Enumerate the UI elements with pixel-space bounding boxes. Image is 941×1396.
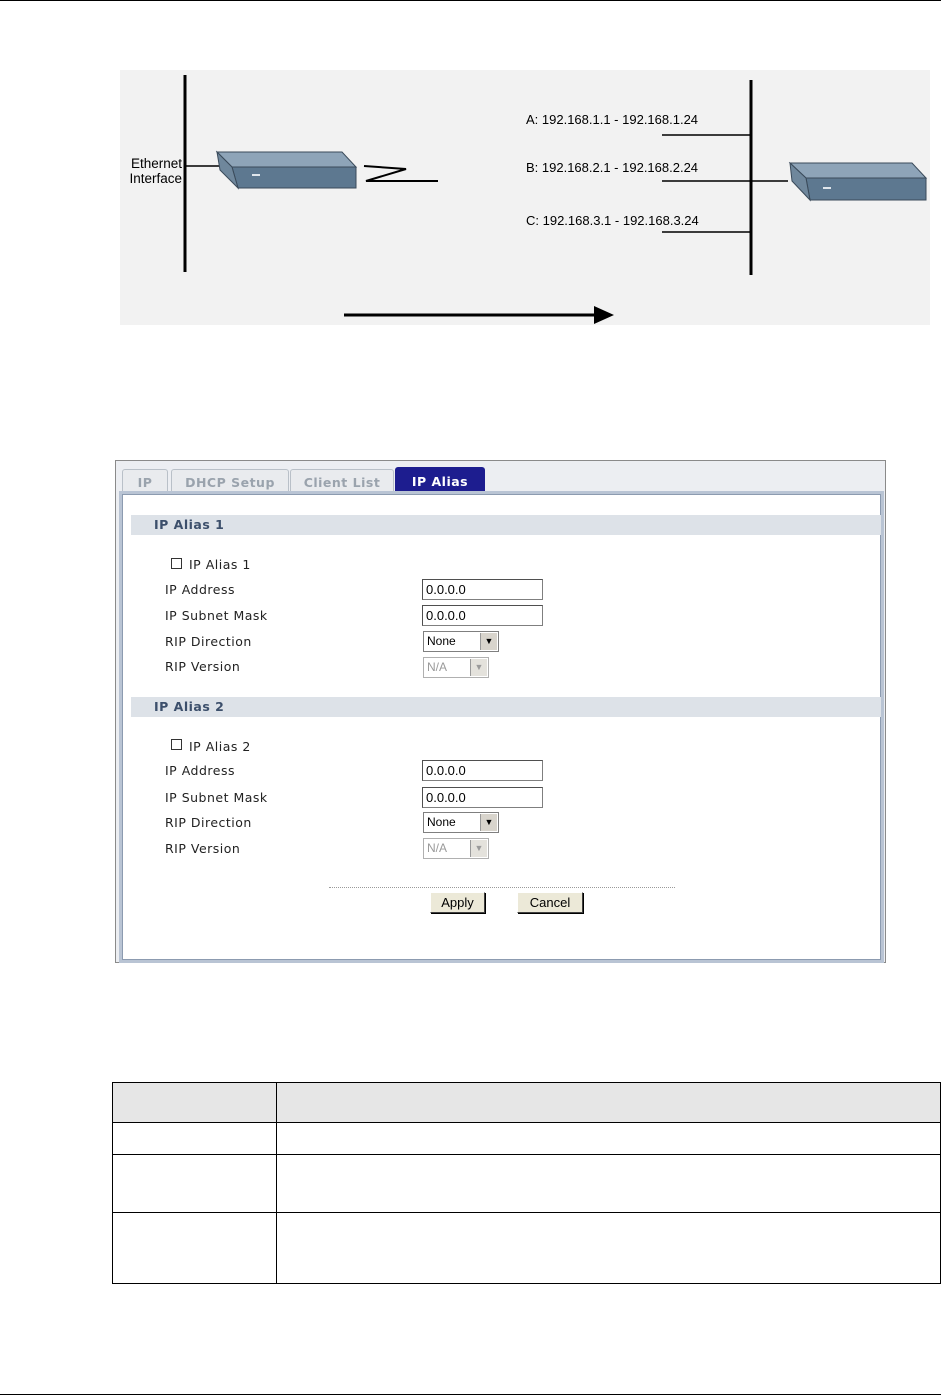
ip-alias-1-ip-address-label: IP Address — [165, 582, 235, 597]
ip-alias-1-rip-direction-label: RIP Direction — [165, 634, 252, 649]
table-cell — [276, 1123, 940, 1155]
table-header-cell — [113, 1083, 277, 1123]
subnet-c-label: C: 192.168.3.1 - 192.168.3.24 — [526, 213, 699, 228]
ip-alias-2-ip-address-label: IP Address — [165, 763, 235, 778]
ip-alias-screen — [115, 460, 886, 963]
tab-dhcp-setup[interactable]: DHCP Setup — [171, 469, 289, 495]
tab-ip[interactable]: IP — [122, 469, 168, 495]
ip-alias-1-rip-direction-select[interactable]: None ▼ — [423, 631, 499, 652]
ethernet-interface-label: Ethernet Interface — [129, 156, 182, 186]
table-cell — [113, 1123, 277, 1155]
page-bottom-rule — [0, 1394, 941, 1395]
ip-alias-2-subnet-mask-input[interactable]: 0.0.0.0 — [422, 787, 543, 808]
right-router-icon — [790, 163, 926, 200]
chevron-down-icon: ▼ — [480, 814, 497, 831]
table-row — [113, 1155, 941, 1213]
chevron-down-icon: ▼ — [470, 659, 487, 676]
table-cell — [276, 1155, 940, 1213]
ip-alias-1-checkbox[interactable] — [171, 558, 182, 569]
arrow-head-icon — [594, 306, 614, 324]
table-cell — [113, 1155, 277, 1213]
button-separator — [329, 887, 675, 888]
tab-client-list[interactable]: Client List — [290, 469, 394, 495]
table-cell — [113, 1213, 277, 1284]
subnet-a-label: A: 192.168.1.1 - 192.168.1.24 — [526, 112, 699, 127]
apply-button[interactable]: Apply — [430, 892, 485, 913]
page-top-rule — [0, 0, 941, 1]
diagram-drawing — [120, 70, 930, 325]
ip-alias-1-subnet-mask-input[interactable]: 0.0.0.0 — [422, 605, 543, 626]
table-header-cell — [276, 1083, 940, 1123]
ip-alias-2-rip-version-select: N/A ▼ — [423, 838, 489, 859]
ip-alias-1-rip-version-select: N/A ▼ — [423, 657, 489, 678]
subnet-b-label: B: 192.168.2.1 - 192.168.2.24 — [526, 160, 699, 175]
ip-alias-panel — [122, 494, 881, 960]
chevron-down-icon: ▼ — [470, 840, 487, 857]
ip-alias-1-rip-version-label: RIP Version — [165, 659, 241, 674]
ip-alias-2-ip-address-input[interactable]: 0.0.0.0 — [422, 760, 543, 781]
wan-link-icon — [364, 166, 438, 181]
chevron-down-icon: ▼ — [480, 633, 497, 650]
table-row — [113, 1123, 941, 1155]
ip-alias-2-checkbox-label: IP Alias 2 — [189, 739, 251, 754]
ip-alias-2-rip-version-label: RIP Version — [165, 841, 241, 856]
ip-alias-2-subnet-mask-label: IP Subnet Mask — [165, 790, 268, 805]
tab-ip-alias[interactable]: IP Alias — [395, 467, 485, 495]
table-header-row — [113, 1083, 941, 1123]
left-router-icon — [217, 152, 356, 188]
ip-alias-2-section-header: IP Alias 2 — [131, 697, 881, 717]
ip-alias-2-rip-direction-select[interactable]: None ▼ — [423, 812, 499, 833]
cancel-button[interactable]: Cancel — [517, 892, 583, 913]
field-description-table — [112, 1082, 941, 1284]
ip-alias-1-subnet-mask-label: IP Subnet Mask — [165, 608, 268, 623]
ip-alias-2-rip-direction-label: RIP Direction — [165, 815, 252, 830]
ip-alias-1-checkbox-label: IP Alias 1 — [189, 557, 251, 572]
ip-alias-2-checkbox[interactable] — [171, 739, 182, 750]
table-cell — [276, 1213, 940, 1284]
ip-alias-1-section-header: IP Alias 1 — [131, 515, 881, 535]
network-diagram — [120, 70, 930, 325]
ip-alias-1-ip-address-input[interactable]: 0.0.0.0 — [422, 579, 543, 600]
table-row — [113, 1213, 941, 1284]
